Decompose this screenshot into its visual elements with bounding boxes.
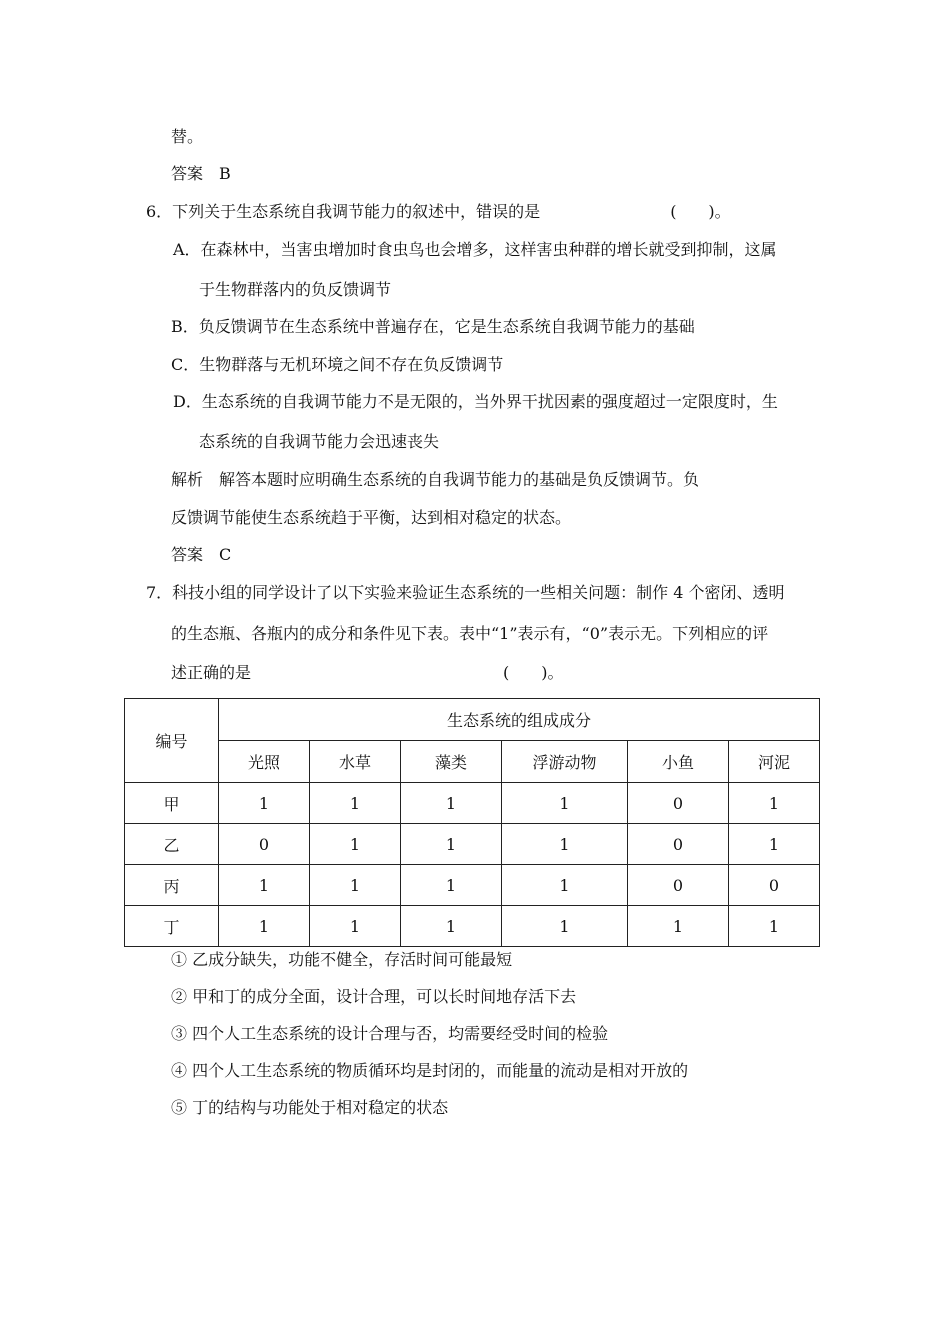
option-d-line-1: D．生态系统的自我调节能力不是无限的，当外界干扰因素的强度超过一定限度时，生: [173, 392, 778, 411]
table-cell: 1: [729, 906, 820, 947]
answer-value: B: [219, 164, 231, 183]
table-cell: 1: [729, 783, 820, 824]
table-cell: 1: [502, 865, 628, 906]
analysis-line-1: [171, 470, 699, 490]
table-cell: 1: [502, 824, 628, 865]
question-7-line-3: [171, 663, 564, 683]
column-header: 浮游动物: [502, 741, 628, 783]
answer-value: C: [219, 545, 232, 564]
analysis-line-2: 反馈调节能使生态系统趋于平衡，达到相对稳定的状态。: [171, 508, 572, 527]
option-b: B．负反馈调节在生态系统中普遍存在，它是生态系统自我调节能力的基础: [171, 317, 695, 336]
option-d-line-2: 态系统的自我调节能力会迅速丧失: [199, 432, 440, 451]
table-cell: 1: [502, 906, 628, 947]
table-cell: 1: [401, 783, 502, 824]
column-header: 藻类: [401, 741, 502, 783]
statement-4: ④ 四个人工生态系统的物质循环均是封闭的，而能量的流动是相对开放的: [171, 1061, 689, 1080]
column-header: 水草: [310, 741, 401, 783]
row-id: 乙: [125, 824, 219, 865]
statement-2: ② 甲和丁的成分全面，设计合理，可以长时间地存活下去: [171, 987, 577, 1006]
question-7-line-2: 的生态瓶、各瓶内的成分和条件见下表。表中“1”表示有，“0”表示无。下列相应的评: [171, 624, 769, 643]
question-text: 述正确的是: [171, 663, 252, 682]
table-cell: 1: [401, 824, 502, 865]
table-row: [125, 906, 820, 947]
table-cell: 0: [628, 824, 729, 865]
column-header: 小鱼: [628, 741, 729, 783]
statement-1: ① 乙成分缺失，功能不健全，存活时间可能最短: [171, 950, 513, 969]
question-text: 6．下列关于生态系统自我调节能力的叙述中，错误的是: [146, 202, 541, 221]
table-cell: 1: [628, 906, 729, 947]
column-header: 光照: [219, 741, 310, 783]
table-row: [125, 783, 820, 824]
answer-line: [171, 545, 231, 565]
table-cell: 0: [729, 865, 820, 906]
table-cell: 1: [219, 783, 310, 824]
option-a-line-2: 于生物群落内的负反馈调节: [199, 280, 392, 299]
answer-line: [171, 164, 231, 184]
table-cell: 0: [628, 865, 729, 906]
table-row: [125, 865, 820, 906]
row-id: 甲: [125, 783, 219, 824]
answer-blank: ( )。: [670, 202, 731, 221]
answer-label: 答案: [171, 545, 204, 564]
table-cell: 0: [628, 783, 729, 824]
text-line: 替。: [171, 127, 204, 146]
table-cell: 1: [219, 906, 310, 947]
table-cell: 1: [729, 824, 820, 865]
answer-label: 答案: [171, 164, 204, 183]
row-id: 丙: [125, 865, 219, 906]
option-a-line-1: A．在森林中，当害虫增加时食虫鸟也会增多，这样害虫种群的增长就受到抑制，这属: [173, 240, 777, 259]
statement-3: ③ 四个人工生态系统的设计合理与否，均需要经受时间的检验: [171, 1024, 609, 1043]
answer-blank: ( )。: [503, 663, 564, 682]
table-cell: 1: [310, 783, 401, 824]
question-7-line-1: 7．科技小组的同学设计了以下实验来验证生态系统的一些相关问题：制作 4 个密闭、透明: [146, 583, 785, 602]
table-cell: 1: [310, 865, 401, 906]
table-row: [125, 824, 820, 865]
id-header: 编号: [125, 699, 219, 783]
table-cell: 1: [310, 824, 401, 865]
option-c: C．生物群落与无机环境之间不存在负反馈调节: [171, 355, 504, 374]
column-header: 河泥: [729, 741, 820, 783]
table-cell: 1: [502, 783, 628, 824]
ecosystem-table: [124, 698, 820, 947]
analysis-text: 解答本题时应明确生态系统的自我调节能力的基础是负反馈调节。负: [219, 470, 700, 489]
table-cell: 1: [219, 865, 310, 906]
table-cell: 1: [401, 865, 502, 906]
table-cell: 0: [219, 824, 310, 865]
row-id: 丁: [125, 906, 219, 947]
statement-5: ⑤ 丁的结构与功能处于相对稳定的状态: [171, 1098, 449, 1117]
table-cell: 1: [401, 906, 502, 947]
analysis-label: 解析: [171, 470, 204, 489]
group-header: 生态系统的组成成分: [219, 699, 820, 741]
question-6-stem: [146, 202, 731, 222]
table-cell: 1: [310, 906, 401, 947]
